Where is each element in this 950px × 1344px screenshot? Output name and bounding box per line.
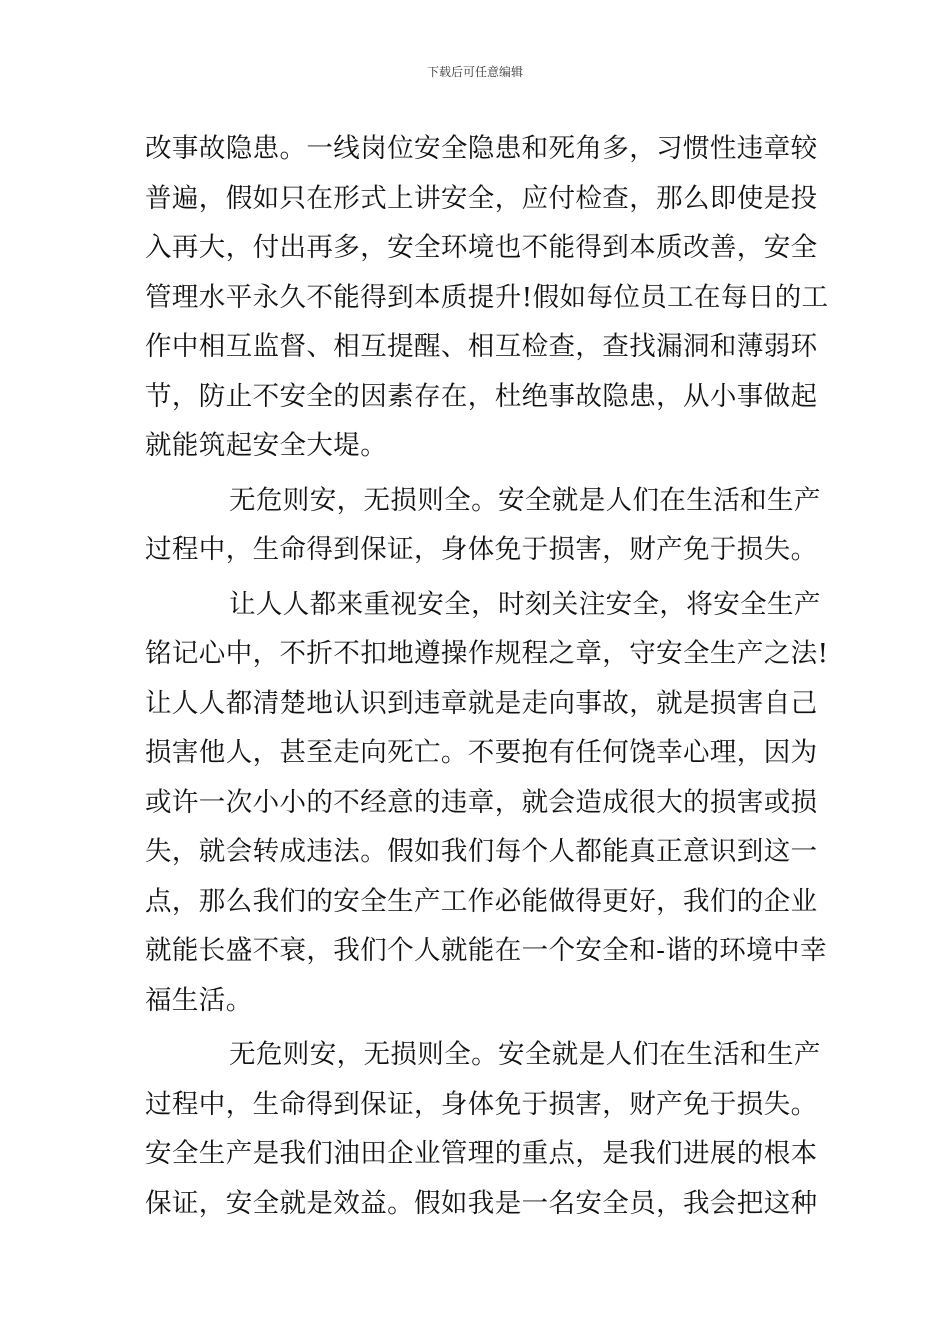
document-body	[145, 124, 829, 1228]
download-note: 下载后可任意编辑	[426, 65, 523, 79]
text-line: 损害他人，甚至走向死亡。不要抱有任何饶幸心理，因为	[145, 737, 818, 768]
text-line: 过程中，生命得到保证，身体免于损害，财产免于损失。	[145, 1088, 818, 1120]
paragraph-4	[145, 1030, 821, 1228]
text-line: 失，就会转成违法。假如我们每个人都能真正意识到这一	[145, 836, 818, 867]
paragraph-2	[145, 476, 821, 575]
text-line: 或许一次小小的不经意的违章，就会造成很大的损害或损	[145, 786, 818, 818]
text-line: 改事故隐患。一线岗位安全隐患和死角多，习惯性违章较	[145, 133, 818, 164]
text-line: 让人人都清楚地认识到违章就是走向事故，就是损害自己	[145, 687, 818, 719]
text-line: 让人人都来重视安全，时刻关注安全，将安全生产	[229, 588, 821, 620]
text-line: 管理水平永久不能得到本质提升!假如每位员工在每日的工	[145, 281, 829, 313]
text-line: 保证，安全就是效益。假如我是一名安全员，我会把这种	[145, 1187, 818, 1219]
text-line: 安全生产是我们油田企业管理的重点，是我们进展的根本	[145, 1138, 818, 1169]
text-line: 无危则安，无损则全。安全就是人们在生活和生产	[229, 1039, 821, 1070]
text-line: 作中相互监督、相互提醒、相互检查，查找漏洞和薄弱环	[145, 331, 818, 362]
text-line: 就能长盛不衰，我们个人就能在一个安全和-谐的环境中幸	[145, 935, 827, 966]
text-line: 过程中，生命得到保证，身体免于损害，财产免于损失。	[145, 534, 818, 565]
text-line: 节，防止不安全的因素存在，杜绝事故隐患，从小事做起	[145, 380, 818, 412]
text-line: 铭记心中，不折不扣地遵操作规程之章，守安全生产之法!	[145, 638, 829, 669]
text-line: 无危则安，无损则全。安全就是人们在生活和生产	[229, 484, 821, 516]
text-line: 普遍，假如只在形式上讲安全，应付检查，那么即使是投	[145, 182, 818, 214]
paragraph-1	[145, 124, 829, 471]
text-line: 福生活。	[145, 984, 253, 1016]
text-line: 就能筑起安全大堤。	[145, 430, 388, 461]
text-line: 点，那么我们的安全生产工作必能做得更好，我们的企业	[145, 885, 818, 917]
text-line: 入再大，付出再多，安全环境也不能得到本质改善，安全	[145, 232, 818, 263]
paragraph-3	[145, 580, 829, 1026]
